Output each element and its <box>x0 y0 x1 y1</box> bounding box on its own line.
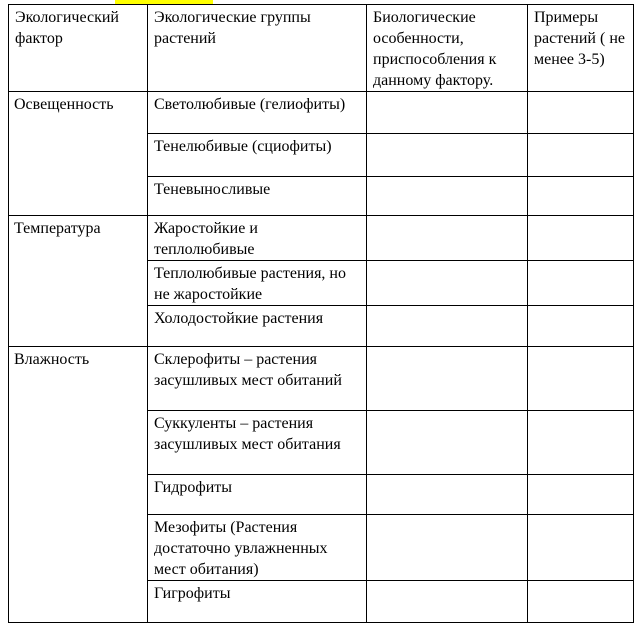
examples-cell[interactable] <box>528 306 634 347</box>
table-row <box>9 347 634 411</box>
features-cell[interactable] <box>367 475 528 515</box>
ecology-table <box>8 4 634 623</box>
features-cell[interactable] <box>367 261 528 306</box>
features-cell[interactable] <box>367 216 528 261</box>
factor-humidity: Влажность <box>9 347 148 623</box>
features-cell[interactable] <box>367 306 528 347</box>
group-cell: Гидрофиты <box>148 475 367 515</box>
group-cell: Склерофиты – растения засушливых мест обитаний <box>148 347 367 411</box>
factor-temperature: Температура <box>9 216 148 347</box>
table-row <box>9 216 634 261</box>
features-cell[interactable] <box>367 134 528 177</box>
group-cell: Холодостойкие растения <box>148 306 367 347</box>
group-cell: Суккуленты – растения засушливых мест обитания <box>148 411 367 475</box>
group-cell: Гигрофиты <box>148 581 367 623</box>
group-cell: Мезофиты (Растения достаточно увлажненных мест обитания) <box>148 515 367 581</box>
header-examples: Примеры растений ( не менее 3-5) <box>528 5 634 92</box>
features-cell[interactable] <box>367 581 528 623</box>
group-cell: Тенелюбивые (сциофиты) <box>148 134 367 177</box>
examples-cell[interactable] <box>528 347 634 411</box>
table-row <box>9 92 634 134</box>
group-cell: Светолюбивые (гелиофиты) <box>148 92 367 134</box>
examples-cell[interactable] <box>528 216 634 261</box>
examples-cell[interactable] <box>528 581 634 623</box>
header-row <box>9 5 634 92</box>
examples-cell[interactable] <box>528 134 634 177</box>
features-cell[interactable] <box>367 515 528 581</box>
examples-cell[interactable] <box>528 515 634 581</box>
group-cell: Теневыносливые <box>148 177 367 216</box>
examples-cell[interactable] <box>528 411 634 475</box>
features-cell[interactable] <box>367 347 528 411</box>
header-factor: Экологический фактор <box>9 5 148 92</box>
examples-cell[interactable] <box>528 475 634 515</box>
examples-cell[interactable] <box>528 177 634 216</box>
examples-cell[interactable] <box>528 261 634 306</box>
group-cell: Теплолюбивые растения, но не жаростойкие <box>148 261 367 306</box>
header-groups: Экологические группы растений <box>148 5 367 92</box>
features-cell[interactable] <box>367 177 528 216</box>
examples-cell[interactable] <box>528 92 634 134</box>
group-cell: Жаростойкие и теплолюбивые <box>148 216 367 261</box>
features-cell[interactable] <box>367 411 528 475</box>
factor-light: Освещенность <box>9 92 148 216</box>
header-features: Биологические особенности, приспособления к данному фактору. <box>367 5 528 92</box>
features-cell[interactable] <box>367 92 528 134</box>
